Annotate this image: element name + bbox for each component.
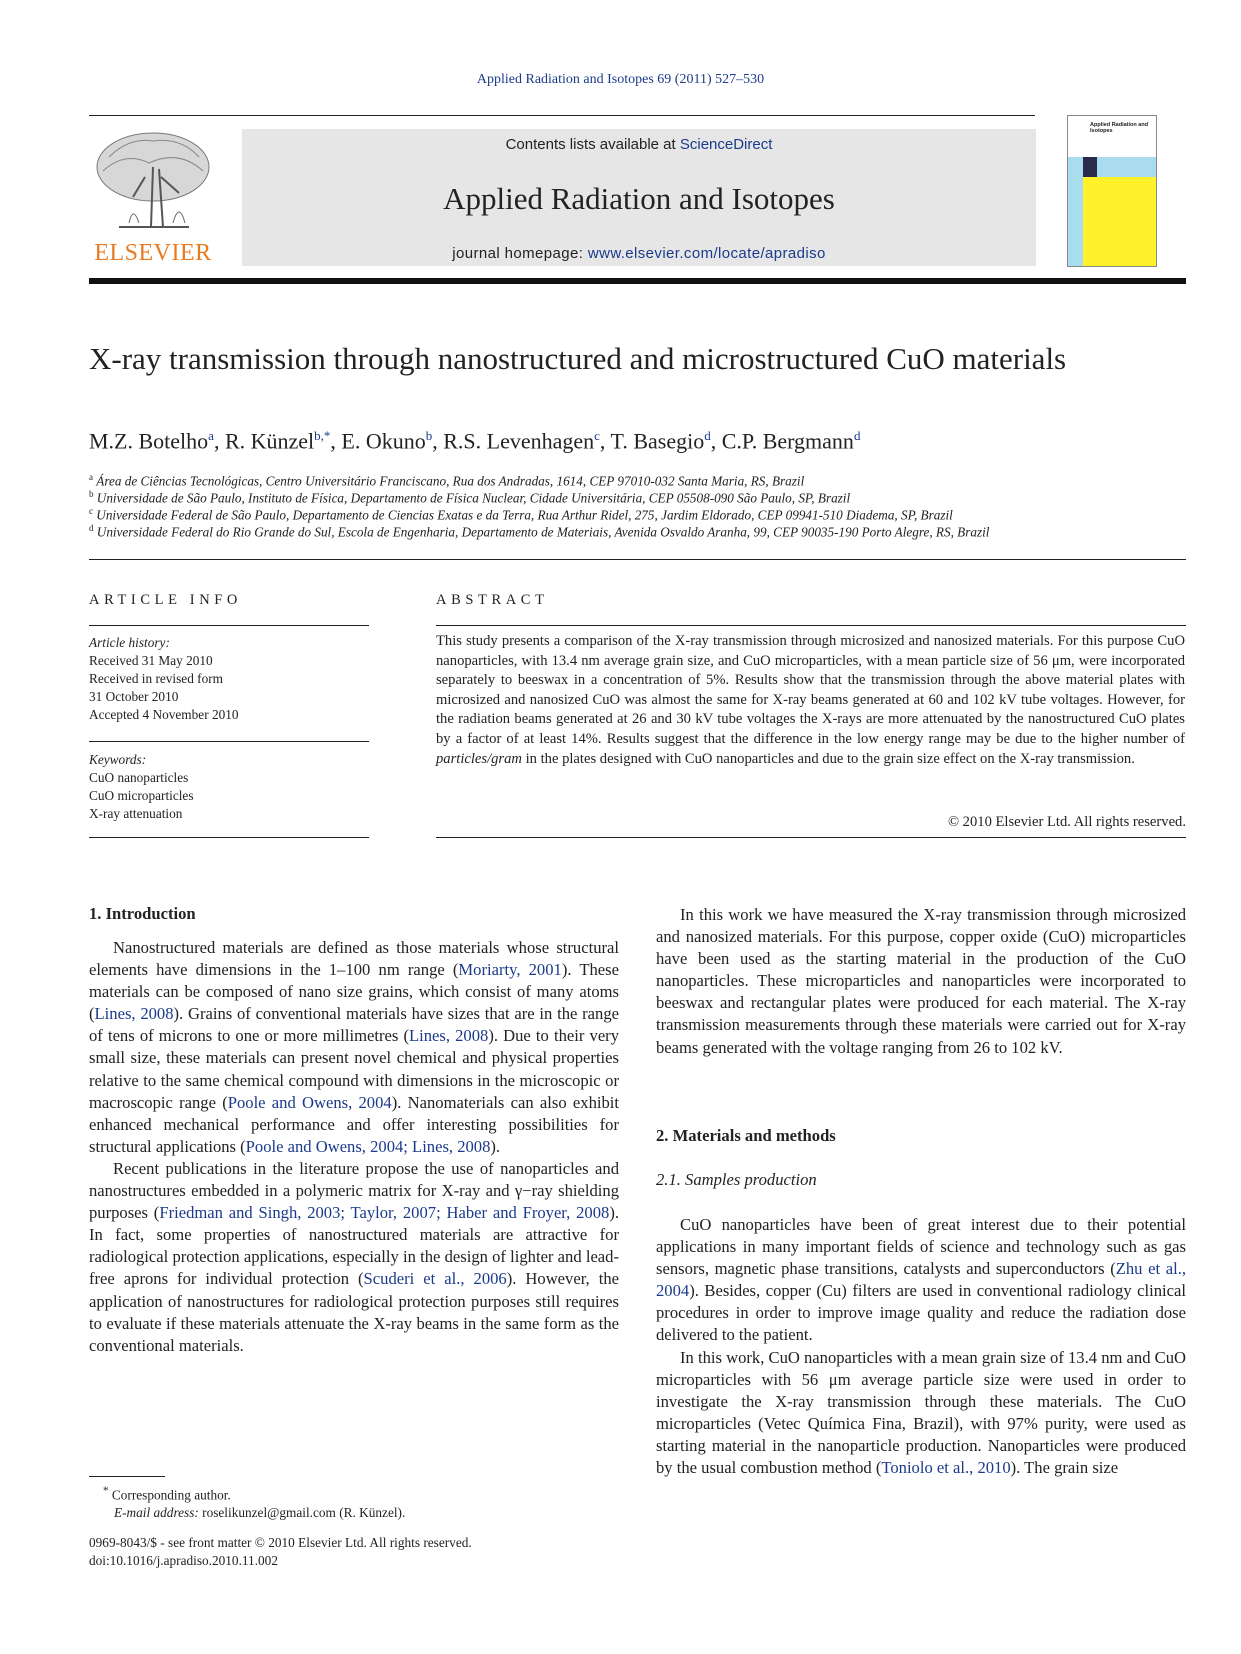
- abstract-text-italic: particles/gram: [436, 750, 522, 767]
- keyword-item: X-ray attenuation: [89, 806, 183, 821]
- citation-link[interactable]: Lines, 2008: [408, 1026, 489, 1046]
- introduction-paragraph: [89, 1158, 619, 1357]
- elsevier-logo-text: ELSEVIER: [94, 240, 212, 266]
- keywords: [89, 751, 369, 823]
- cover-block: [1083, 177, 1156, 266]
- page-footer: [89, 1534, 472, 1570]
- affiliation-c: [89, 506, 953, 523]
- journal-reference[interactable]: Applied Radiation and Isotopes 69 (2011) 527–530: [476, 72, 765, 87]
- paragraph-text: ). In fact, some properties of nanostructured materials are attractive for radiological protection applications, especially in the design of lighter and lead-free aprons for individual protection (: [89, 1203, 620, 1289]
- article-info-rule: [89, 837, 369, 838]
- affiliation-text: Área de Ciências Tecnológicas, Centro Universitário Franciscano, Rua dos Andradas, 1614, CEP 97010-032 Santa Maria, RS, Brazil: [96, 473, 805, 489]
- article-title: X-ray transmission through nanostructured and microstructured CuO materials: [89, 341, 1067, 376]
- author-separator: ,: [710, 428, 722, 454]
- author-affiliation-mark[interactable]: a: [208, 428, 214, 443]
- author-name[interactable]: C.P. Bergmann: [721, 428, 854, 454]
- samples-paragraph: [656, 1214, 1186, 1347]
- history-item: Received 31 May 2010: [89, 653, 213, 668]
- citation-link[interactable]: Scuderi et al., 2006: [363, 1269, 507, 1289]
- author-name[interactable]: T. Basegio: [610, 428, 705, 454]
- affiliation-text: Universidade de São Paulo, Instituto de Física, Departamento de Física Nuclear, Cidade Universitária, CEP 05508-090 São Paulo, SP, Brazil: [96, 490, 851, 506]
- contents-availability: [242, 136, 1036, 153]
- author-separator: ,: [599, 428, 611, 454]
- affiliation-a: [89, 472, 804, 489]
- cover-stripe: [1068, 157, 1083, 266]
- affiliation-mark: a: [89, 472, 93, 482]
- section-divider: [89, 559, 1186, 560]
- history-item: Received in revised form: [89, 671, 224, 686]
- history-label: Article history:: [89, 635, 170, 650]
- affiliation-text: Universidade Federal do Rio Grande do Sul, Escola de Engenharia, Departamento de Materiais, Avenida Osvaldo Aranha, 99, CEP 90035-190 Porto Alegre, RS, Brazil: [96, 524, 990, 540]
- paragraph-text: ). These materials can be composed of nano size grains, which consist of many atoms (: [89, 960, 619, 1024]
- right-column-intro: [656, 904, 1186, 1059]
- homepage-link[interactable]: www.elsevier.com/locate/apradiso: [587, 245, 826, 262]
- cover-title-line: Applied Radiation and: [1090, 122, 1149, 128]
- elsevier-logo[interactable]: [89, 127, 217, 267]
- affiliation-d: [89, 523, 989, 540]
- tree-icon: [89, 127, 217, 235]
- article-history: [89, 634, 369, 724]
- email-label: E-mail address:: [114, 1505, 199, 1521]
- citation-link[interactable]: Zhu et al., 2004: [656, 1259, 1186, 1301]
- methods-heading: 2. Materials and methods: [656, 1126, 836, 1145]
- introduction-heading: 1. Introduction: [89, 904, 196, 923]
- keyword-item: CuO microparticles: [89, 788, 194, 803]
- affiliation-b: [89, 489, 850, 506]
- history-item: 31 October 2010: [89, 689, 179, 704]
- abstract-text: [436, 632, 1185, 769]
- author-separator: ,: [330, 428, 342, 454]
- affiliation-text: Universidade Federal de São Paulo, Departamento de Ciencias Exatas e da Terra, Rua Arthur Ridel, 275, Jardim Eldorado, CEP 09941-510 Diadema, SP, Brazil: [96, 507, 953, 523]
- journal-header-box: [242, 129, 1036, 266]
- paragraph-text: ). The grain size: [1010, 1458, 1119, 1478]
- sciencedirect-link[interactable]: ScienceDirect: [679, 136, 773, 153]
- contents-prefix: Contents lists available at: [505, 136, 680, 153]
- paragraph-text: Recent publications in the literature propose the use of nanoparticles and nanostructures embedded in a polymeric matrix for X-ray and γ−ray shielding purposes (: [89, 1158, 619, 1223]
- corresponding-author-note: [89, 1482, 405, 1522]
- paragraph-text: ). Grains of conventional materials have sizes that are in the range of tens of microns to one or more millimetres (: [89, 1004, 620, 1046]
- author-email-link[interactable]: roselikunzel@gmail.com (R. Künzel).: [202, 1505, 406, 1521]
- introduction-paragraph: In this work we have measured the X-ray transmission through microsized and nanosized materials. For this purpose, copper oxide (CuO) microparticles have been used as the starting material in the production of the CuO nanoparticles. These microparticles and nanoparticles were incorporated to beeswax and rectangular plates were produced for each material. The X-ray transmission measurements through these materials were carried out for X-ray beams generated with the voltage ranging from 26 to 102 kV.: [656, 905, 1186, 1057]
- keyword-item: CuO nanoparticles: [89, 770, 189, 785]
- citation-link[interactable]: Poole and Owens, 2004: [227, 1092, 392, 1112]
- citation-link[interactable]: Toniolo et al., 2010: [881, 1458, 1011, 1478]
- author-name[interactable]: E. Okuno: [341, 428, 426, 454]
- cover-atom-icon: [1083, 157, 1097, 177]
- introduction-body: [89, 937, 619, 1357]
- journal-homepage: [242, 245, 1036, 262]
- abstract-rule: [436, 837, 1186, 838]
- paragraph-text: ).: [490, 1136, 501, 1156]
- citation-link[interactable]: Lines, 2008: [94, 1004, 174, 1024]
- introduction-paragraph: [89, 937, 619, 1158]
- samples-paragraph: [656, 1347, 1186, 1480]
- keywords-label: Keywords:: [89, 752, 147, 767]
- citation-link[interactable]: Friedman and Singh, 2003; Taylor, 2007; Haber and Froyer, 2008: [159, 1203, 610, 1223]
- paragraph-text: CuO nanoparticles have been of great interest due to their potential applications in many important fields of science and technology such as gas sensors, magnetic phase transitions, catalysts and superconductors (: [656, 1215, 1186, 1279]
- author-affiliation-mark[interactable]: d: [704, 428, 711, 443]
- abstract-text-part: in the plates designed with CuO nanoparticles and due to the grain size effect on the X-ray transmission.: [521, 750, 1135, 767]
- author-separator: ,: [432, 428, 444, 454]
- journal-cover-thumbnail[interactable]: [1067, 115, 1157, 267]
- homepage-prefix: journal homepage:: [452, 245, 588, 262]
- author-affiliation-mark[interactable]: c: [594, 428, 600, 443]
- paragraph-text: ). Besides, copper (Cu) filters are used in conventional radiology clinical procedures in order to improve image quality and reduce the radiation dose delivered to the patient.: [656, 1281, 1186, 1345]
- citation-link[interactable]: Moriarty, 2001: [458, 960, 562, 980]
- affiliation-mark: c: [89, 506, 93, 516]
- affiliation-mark: d: [89, 523, 94, 533]
- author-affiliation-mark[interactable]: b: [425, 428, 433, 443]
- footnote-text: Corresponding author.: [111, 1487, 231, 1503]
- issn-line: 0969-8043/$ - see front matter © 2010 Elsevier Ltd. All rights reserved.: [89, 1535, 472, 1550]
- author-name[interactable]: M.Z. Botelho: [89, 428, 209, 454]
- paragraph-text: ). Nanomaterials can also exhibit enhanced mechanical performance and offer interesting possibilities for structural applications (: [89, 1092, 620, 1156]
- paragraph-text: Nanostructured materials are defined as those materials whose structural elements have dimensions in the 1–100 nm range (: [89, 938, 619, 980]
- author-name[interactable]: R. Künzel: [224, 428, 315, 454]
- abstract-rule: [436, 625, 1186, 626]
- article-info-rule: [89, 625, 369, 626]
- doi-link[interactable]: doi:10.1016/j.apradiso.2010.11.002: [89, 1553, 278, 1568]
- paragraph-text: ). However, the application of nanostructures for radiological protection purposes still requires to evaluate if these materials attenuate the X-ray beams in the same form as the conventional materials.: [89, 1269, 619, 1355]
- footnote-mark: *: [103, 1485, 109, 1497]
- footnote-rule: [89, 1476, 165, 1477]
- affiliation-mark: b: [89, 489, 94, 499]
- abstract-heading: ABSTRACT: [436, 592, 549, 608]
- citation-link[interactable]: Poole and Owens, 2004; Lines, 2008: [245, 1136, 491, 1156]
- author-name[interactable]: R.S. Levenhagen: [443, 428, 595, 454]
- article-info-heading: ARTICLE INFO: [89, 592, 243, 608]
- author-affiliation-mark[interactable]: d: [853, 428, 861, 443]
- samples-body: [656, 1214, 1186, 1479]
- journal-name: Applied Radiation and Isotopes: [443, 181, 835, 216]
- abstract-text-part: This study presents a comparison of the X-ray transmission through microsized and nanosized materials. For this purpose CuO nanoparticles, with 13.4 nm average grain size, and CuO microparticles, with a mean particle size of 56 μm, were incorporated separately to beeswax in a concentration of 5%. Results show that the transmission through the above material plates with microsized and nanosized CuO was almost the same for X-ray beams generated at 60 and 102 kV tube voltages. However, for the radiation beams generated at 26 and 30 kV tube voltages the X-rays are more attenuated by the nanostructured CuO plates by a factor of at least 14%. Results suggest that the difference in the low energy range may be due to the higher number of: [436, 633, 1185, 747]
- samples-subheading: 2.1. Samples production: [656, 1170, 817, 1189]
- history-item: Accepted 4 November 2010: [89, 707, 239, 722]
- header-thick-rule: [89, 278, 1186, 284]
- author-list: [89, 428, 860, 454]
- cover-title-line: Isotopes: [1090, 128, 1113, 134]
- author-affiliation-mark[interactable]: b,*: [314, 428, 331, 443]
- paragraph-text: ). Due to their very small size, these materials can present novel chemical and physical properties relative to the same chemical compound with dimensions in the microscopic or macroscopic range (: [89, 1026, 620, 1112]
- article-info-rule: [89, 741, 369, 742]
- paragraph-text: In this work, CuO nanoparticles with a mean grain size of 13.4 nm and CuO microparticles with 56 μm average particle size were used in order to investigate the X-ray transmission through these materials. The CuO microparticles (Vetec Química Fina, Brazil), with 97% purity, were used as starting material in the nanoparticle production. Nanoparticles were produced by the usual combustion method (: [656, 1347, 1187, 1478]
- abstract-copyright: © 2010 Elsevier Ltd. All rights reserved.: [947, 814, 1186, 830]
- header-rule: [89, 115, 1035, 116]
- author-separator: ,: [213, 428, 225, 454]
- cover-title: [1090, 122, 1148, 134]
